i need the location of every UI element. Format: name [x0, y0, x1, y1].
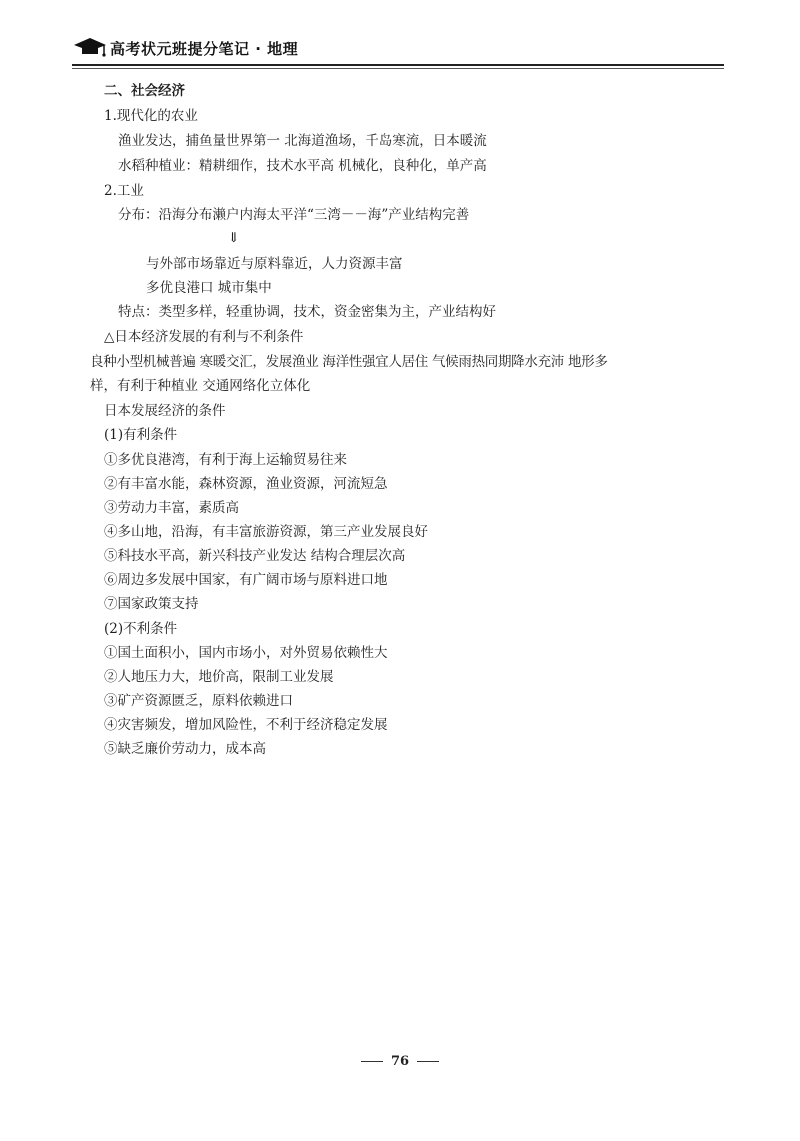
conditions-line-1: 良种小型机械普遍 寒暖交汇，发展渔业 海洋性强宜人居住 气候雨热同期降水充沛 地形多 [90, 354, 608, 370]
footer-dash-left [361, 1061, 383, 1062]
agri-line-1: 渔业发达，捕鱼量世界第一 北海道渔场，千岛寒流，日本暖流 [118, 133, 487, 149]
favorable-item: ④多山地，沿海，有丰富旅游资源，第三产业发展良好 [104, 524, 428, 540]
header-title: 高考状元班提分笔记 · 地理 [110, 40, 299, 58]
favorable-item: ⑥周边多发展中国家，有广阔市场与原料进口地 [104, 572, 388, 588]
header-rule [72, 64, 724, 66]
page-number: 76 [390, 1054, 410, 1069]
agri-heading: 1.现代化的农业 [104, 108, 198, 124]
down-arrow-icon: ⇓ [228, 230, 240, 246]
industry-features: 特点：类型多样，轻重协调，技术，资金密集为主，产业结构好 [118, 304, 496, 320]
footer-dash-right [417, 1061, 439, 1062]
unfavorable-heading: (2)不利条件 [104, 621, 178, 637]
industry-distribution: 分布：沿海分布濑户内海太平洋“三湾－－海”产业结构完善 [118, 207, 470, 223]
industry-heading: 2.工业 [104, 183, 144, 199]
unfavorable-item: ⑤缺乏廉价劳动力，成本高 [104, 741, 266, 757]
section-title: 二、社会经济 [104, 83, 185, 99]
favorable-item: ①多优良港湾，有利于海上运输贸易往来 [104, 452, 347, 468]
dev-heading: 日本发展经济的条件 [104, 403, 226, 419]
agri-line-2: 水稻种植业：精耕细作，技术水平高 机械化，良种化，单产高 [118, 158, 487, 174]
conditions-heading: △日本经济发展的有利与不利条件 [104, 329, 304, 345]
unfavorable-item: ②人地压力大，地价高，限制工业发展 [104, 669, 334, 685]
page-footer [0, 1054, 800, 1069]
favorable-item: ②有丰富水能，森林资源，渔业资源，河流短急 [104, 476, 388, 492]
graduation-cap-icon [72, 36, 108, 58]
header-rule-thin [72, 68, 724, 69]
page-header [72, 32, 724, 72]
favorable-heading: (1)有利条件 [104, 427, 178, 443]
industry-reason-1: 与外部市场靠近与原料靠近，人力资源丰富 [146, 256, 403, 272]
unfavorable-item: ③矿产资源匮乏，原料依赖进口 [104, 693, 293, 709]
industry-reason-2: 多优良港口 城市集中 [146, 280, 272, 296]
unfavorable-item: ①国土面积小，国内市场小，对外贸易依赖性大 [104, 645, 388, 661]
unfavorable-item: ④灾害频发，增加风险性，不利于经济稳定发展 [104, 717, 388, 733]
favorable-item: ⑤科技水平高，新兴科技产业发达 结构合理层次高 [104, 548, 406, 564]
favorable-item: ③劳动力丰富，素质高 [104, 500, 239, 516]
conditions-line-2: 样，有利于种植业 交通网络化立体化 [90, 378, 311, 394]
favorable-item: ⑦国家政策支持 [104, 596, 199, 612]
